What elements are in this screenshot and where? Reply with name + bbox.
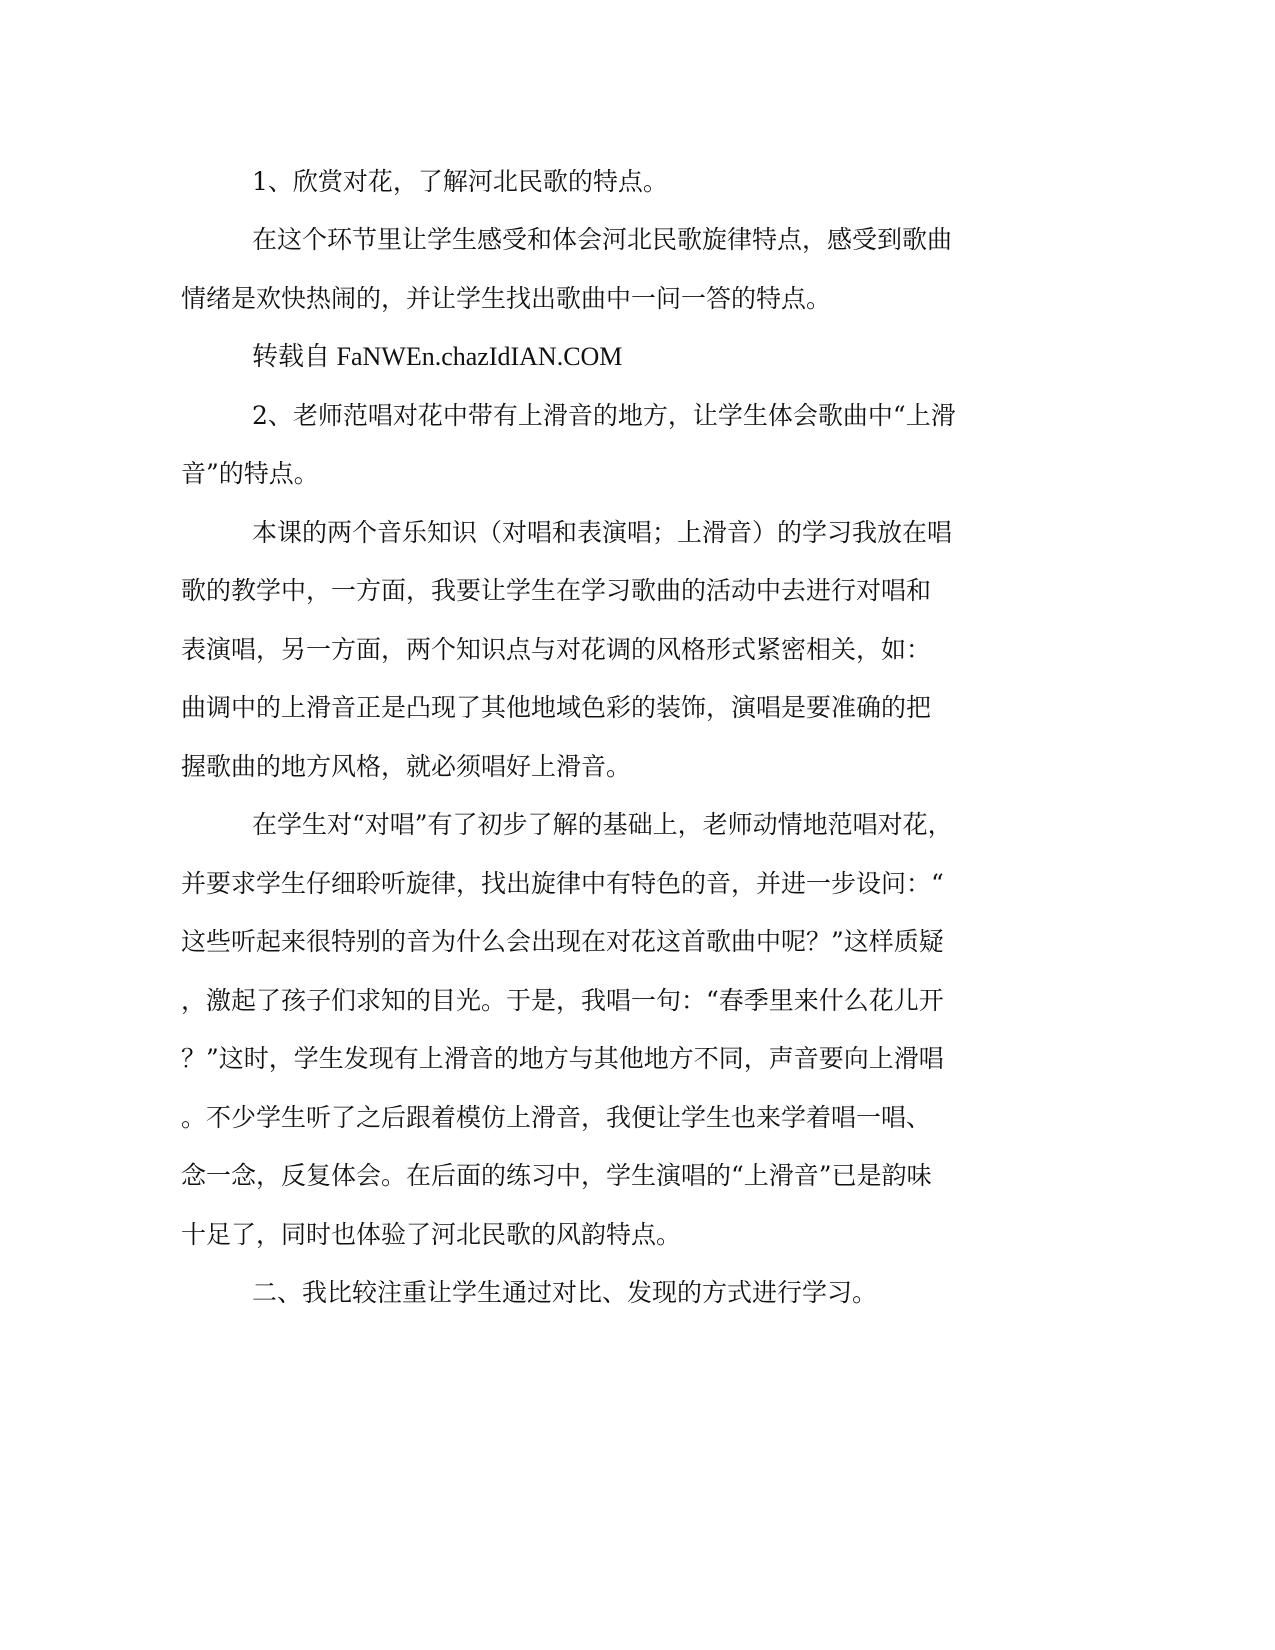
text-line-13: 并要求学生仔细聆听旋律，找出旋律中有特色的音，并进一步设问：“ bbox=[181, 869, 944, 898]
text-line-4-source-note: 转载自 FaNWEn.chazIdIAN.COM bbox=[252, 342, 623, 371]
text-line-3: 情绪是欢快热闹的，并让学生找出歌曲中一问一答的特点。 bbox=[181, 284, 832, 313]
text-line-14: 这些听起来很特别的音为什么会出现在对花这首歌曲中呢？”这样质疑 bbox=[181, 927, 944, 956]
text-line-16: ？”这时，学生发现有上滑音的地方与其他地方不同，声音要向上滑唱 bbox=[181, 1044, 944, 1073]
text-line-17: 。不少学生听了之后跟着模仿上滑音，我便让学生也来学着唱一唱、 bbox=[181, 1103, 932, 1132]
text-line-12: 在学生对“对唱”有了初步了解的基础上，老师动情地范唱对花， bbox=[252, 810, 953, 839]
text-line-2: 在这个环节里让学生感受和体会河北民歌旋律特点，感受到歌曲 bbox=[252, 225, 953, 254]
text-line-10: 曲调中的上滑音正是凸现了其他地域色彩的装饰，演唱是要准确的把 bbox=[181, 693, 932, 722]
text-line-18: 念一念，反复体会。在后面的练习中，学生演唱的“上滑音”已是韵味 bbox=[181, 1161, 932, 1190]
text-line-11: 握歌曲的地方风格，就必须唱好上滑音。 bbox=[181, 752, 632, 781]
text-line-7: 本课的两个音乐知识（对唱和表演唱；上滑音）的学习我放在唱 bbox=[252, 518, 953, 547]
text-line-5: 2、老师范唱对花中带有上滑音的地方，让学生体会歌曲中“上滑 bbox=[252, 401, 956, 430]
text-line-1: 1、欣赏对花，了解河北民歌的特点。 bbox=[252, 167, 668, 196]
text-line-6: 音”的特点。 bbox=[181, 459, 319, 488]
text-line-8: 歌的教学中，一方面，我要让学生在学习歌曲的活动中去进行对唱和 bbox=[181, 576, 932, 605]
text-line-9: 表演唱，另一方面，两个知识点与对花调的风格形式紧密相关，如： bbox=[181, 635, 932, 664]
text-line-19: 十足了，同时也体验了河北民歌的风韵特点。 bbox=[181, 1220, 682, 1249]
text-line-15: ，激起了孩子们求知的目光。于是，我唱一句：“春季里来什么花儿开 bbox=[181, 986, 944, 1015]
text-line-20: 二、我比较注重让学生通过对比、发现的方式进行学习。 bbox=[252, 1278, 878, 1307]
